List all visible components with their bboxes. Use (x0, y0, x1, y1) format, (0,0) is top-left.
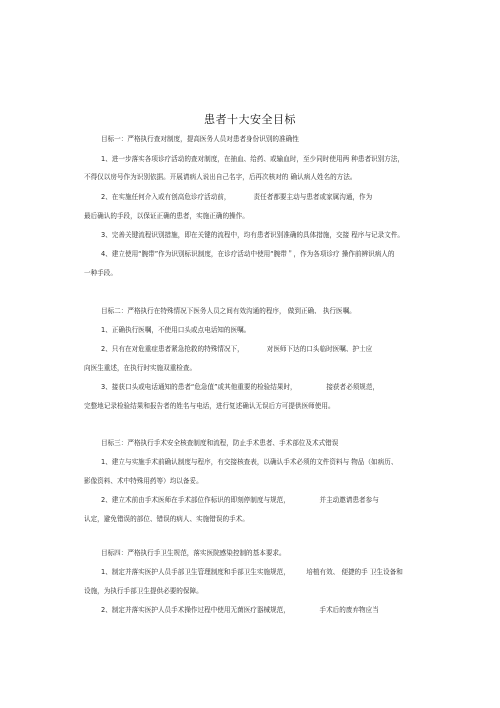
paragraph-line: 2、制定并落实医护人员手术操作过程中使用无菌医疗器械规范， 手术后的废弃物应当 (101, 606, 379, 614)
goal-3-heading: 目标三：严格执行手术安全核查制度和流程，防止手术患者、手术部位及术式错误 (101, 439, 339, 447)
goal-2-heading: 目标二：严格执行在特殊情况下医务人员之间有效沟通的程序， 做到正确、 执行医嘱。 (101, 307, 356, 315)
goal-1-heading: 目标一：严格执行查对制度，提高医务人员对患者身份识别的准确性 (101, 135, 299, 143)
paragraph-line: 认定，避免错误的部位、错误的病人、实施错误的手术。 (84, 515, 249, 523)
paragraph-line: 影像资料、术中特殊用药等）均以备妥。 (84, 477, 203, 485)
paragraph-line: 4、建立使用“腕带”作为识别标识制度，在诊疗活动中使用“腕带＂，作为各项诊疗 操作前辨识病人的 (101, 250, 395, 258)
paragraph-line: 1、建立与实施手术前确认制度与程序，有交接核查表，以确认手术必须的文件资料与 物品（如病历、 (101, 458, 398, 466)
paragraph-line: 不得仅以房号作为识别依据。开展请病人说出自己名字，后再次核对的 确认病人姓名的方法。 (84, 173, 357, 181)
paragraph-line: 完整地记录检验结果和报告者的姓名与电话，进行复述确认无误后方可提供医师使用。 (84, 402, 335, 410)
paragraph-line: 向医生重述，在执行时实施双重检查。 (84, 364, 197, 372)
paragraph-line: 2、只有在对危重症患者紧急抢救的特殊情况下， 对医师下达的口头临时医嘱、护士应 (101, 345, 373, 353)
paragraph-line: 2、建立术前由手术医师在手术部位作标识的即刻停制度与规范， 并主动邀请患者参与 (101, 496, 379, 504)
paragraph-line: 1、制定并落实医护人员手部卫生管理制度和手部卫生实施规范， 培植有效、 便捷的手 卫生设备和 (101, 568, 403, 576)
paragraph-line: 1、正确执行医嘱，不使用口头或点电话知的医嘱。 (101, 326, 251, 334)
paragraph-line: 最后确认的手段，以保证正确的患者，实施正确的操作。 (84, 212, 249, 220)
paragraph-line: 设施，为执行手部卫生提供必要的保障。 (84, 587, 203, 595)
paragraph-line: 一种手段。 (84, 269, 117, 277)
paragraph-line: 2、在实施任何介入或有创高危诊疗活动前， 责任者都要主动与患者或家属沟通，作为 (101, 193, 373, 201)
goal-4-heading: 目标四：严格执行手卫生规范，落实医院感染控制的基本要求。 (101, 549, 286, 557)
paragraph-line: 3、接获口头或电话通知的患者“危急值”或其他重要的检验结果时， 接获者必须规范， (101, 383, 380, 391)
paragraph-line: 1、进一步落实各项诊疗活动的查对制度，在抽血、给药、或输血时，至少同时使用两 种患者识别方法， (101, 155, 405, 163)
document-title: 患者十大安全目标 (204, 113, 296, 126)
paragraph-line: 3、完善关键流程识别措施，即在关键的流程中，均有患者识别准确的具体措施，交接 程序与记录文件。 (101, 231, 405, 239)
